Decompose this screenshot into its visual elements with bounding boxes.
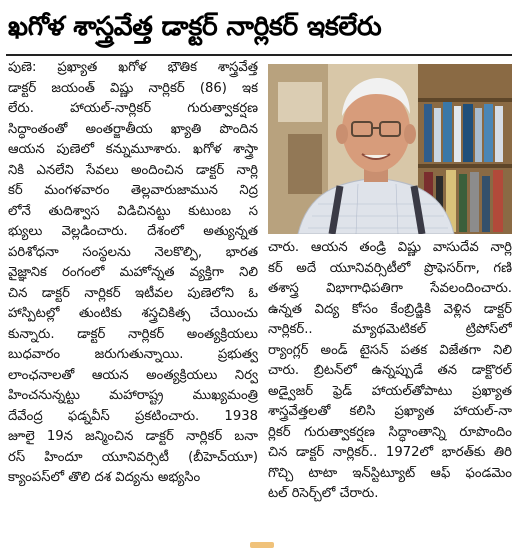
text-line: క్యాంపస్‌లో తొలి దశ విద్యను అభ్యసిం xyxy=(8,470,201,485)
text-line: కర్ మంగళవారం తెల్లవారుజామున నిద్ర xyxy=(8,183,258,198)
article-column-left xyxy=(8,58,258,489)
text-line: చారు. బ్రిటన్‌లో ఉన్నప్పుడే తన డాక్టొరల్ xyxy=(268,363,512,378)
text-line: శాస్త్రవేత్తలతో కలిసి ప్రఖ్యాత హాయల్-నా xyxy=(268,404,512,419)
text-line: లాంఛనాలతో ఆయన అంత్యక్రియలు నిర్వ xyxy=(8,367,258,383)
article-column-right xyxy=(268,238,512,505)
text-line: బుధవారం జరుగుతున్నాయి. ప్రభుత్వ xyxy=(8,347,258,362)
text-line: టల్ రిసెర్చ్‌లో చేరారు. xyxy=(268,486,379,501)
text-line: సిద్ధాంతంతో అంతర్జాతీయ ఖ్యాతి పొందిన xyxy=(8,121,258,137)
text-line: గొచ్చి టాటా ఇన్‌స్టిట్యూట్ ఆఫ్ ఫండమెం xyxy=(268,465,512,481)
text-line: పుణె: ప్రఖ్యాత ఖగోళ భౌతిక శాస్త్రవేత్త xyxy=(8,60,258,75)
text-line: రస్ హిందూ యూనివర్సిటీ (బీహెచ్‌యూ) xyxy=(8,449,258,465)
text-line: ఉన్నత విద్య కోసం కేంబ్రిడ్జికి వెళ్లిన డాక్టర్ xyxy=(268,301,512,317)
headline: ఖగోళ శాస్త్రవేత్త డాక్టర్ నార్లికర్ ఇకలేరు xyxy=(8,11,382,42)
text-line: చిన డాక్టర్ నార్లికర్.. 1972లో భారత్‌కు తిరి xyxy=(268,445,512,460)
text-line: హించనున్నట్టు మహారాష్ట్ర ముఖ్యమంత్రి xyxy=(8,388,258,403)
text-line: నికి ఎనలేని సేవలు అందించిన డాక్టర్ నార్లి xyxy=(8,162,258,178)
text-line: భ్యులు వెల్లడించారు. దేశంలో అత్యున్నత xyxy=(8,224,258,239)
text-line: వైజ్ఞానిక రంగంలో మహోన్నత వ్యక్తిగా నిలి xyxy=(8,265,258,280)
text-line: ర్యాంగ్లర్ అండ్ టైసన్ పతక విజేతగా నిలి xyxy=(268,342,512,358)
text-line: దేవేంద్ర ఫడ్నవీస్ ప్రకటించారు. 1938 xyxy=(8,408,258,424)
text-line: పరిశోధనా సంస్థలను నెలకొల్పి, భారత xyxy=(8,244,258,260)
text-line: తశాస్త్ర విభాగాధిపతిగా సేవలందించారు. xyxy=(268,281,512,296)
headline-divider xyxy=(6,54,512,56)
text-line: జూలై 19న జన్మించిన డాక్టర్ నార్లికర్ బనా xyxy=(8,429,258,444)
text-line: చారు. ఆయన తండ్రి విష్ణు వాసుదేవ నార్లి xyxy=(268,240,512,255)
text-line: నార్లికర్.. మ్యాథమెటికల్ ట్రిపోస్‌లో xyxy=(268,322,512,337)
text-line: అడ్వైజర్ ఫ్రెడ్ హాయల్‌తోపాటు ప్రఖ్యాత xyxy=(268,383,512,399)
text-line: ర్లికర్ గురుత్వాకర్షణ సిద్ధాంతాన్ని రూపొందిం xyxy=(268,424,512,440)
text-line: కర్ అదే యూనివర్సిటీలో ప్రొఫెసర్‌గా, గణి xyxy=(268,260,512,276)
text-line: చిన డాక్టర్ నార్లికర్ ఇటీవల పుణెలోని ఓ xyxy=(8,285,258,301)
page-ornament xyxy=(250,542,274,548)
portrait-illustration xyxy=(268,64,512,234)
text-line: లోనే తుదిశ్వాస విడిచినట్టు కుటుంబ స xyxy=(8,203,258,219)
text-line: కున్నారు. డాక్టర్ నార్లికర్ అంత్యక్రియలు xyxy=(8,326,258,342)
text-line: హాస్పిటల్లో తుంటికు శస్త్రచికిత్స చేయించు xyxy=(8,306,258,321)
text-line: లేరు. హాయల్-నార్లికర్ గురుత్వాకర్షణ xyxy=(8,101,258,116)
text-line: ఆయన పుణెలో కన్నుమూశారు. ఖగోళ శాస్త్రా xyxy=(8,142,258,157)
portrait-photo xyxy=(268,64,512,234)
text-line: డాక్టర్ జయంత్ విష్ణు నార్లికర్ (86) ఇక xyxy=(8,80,258,96)
